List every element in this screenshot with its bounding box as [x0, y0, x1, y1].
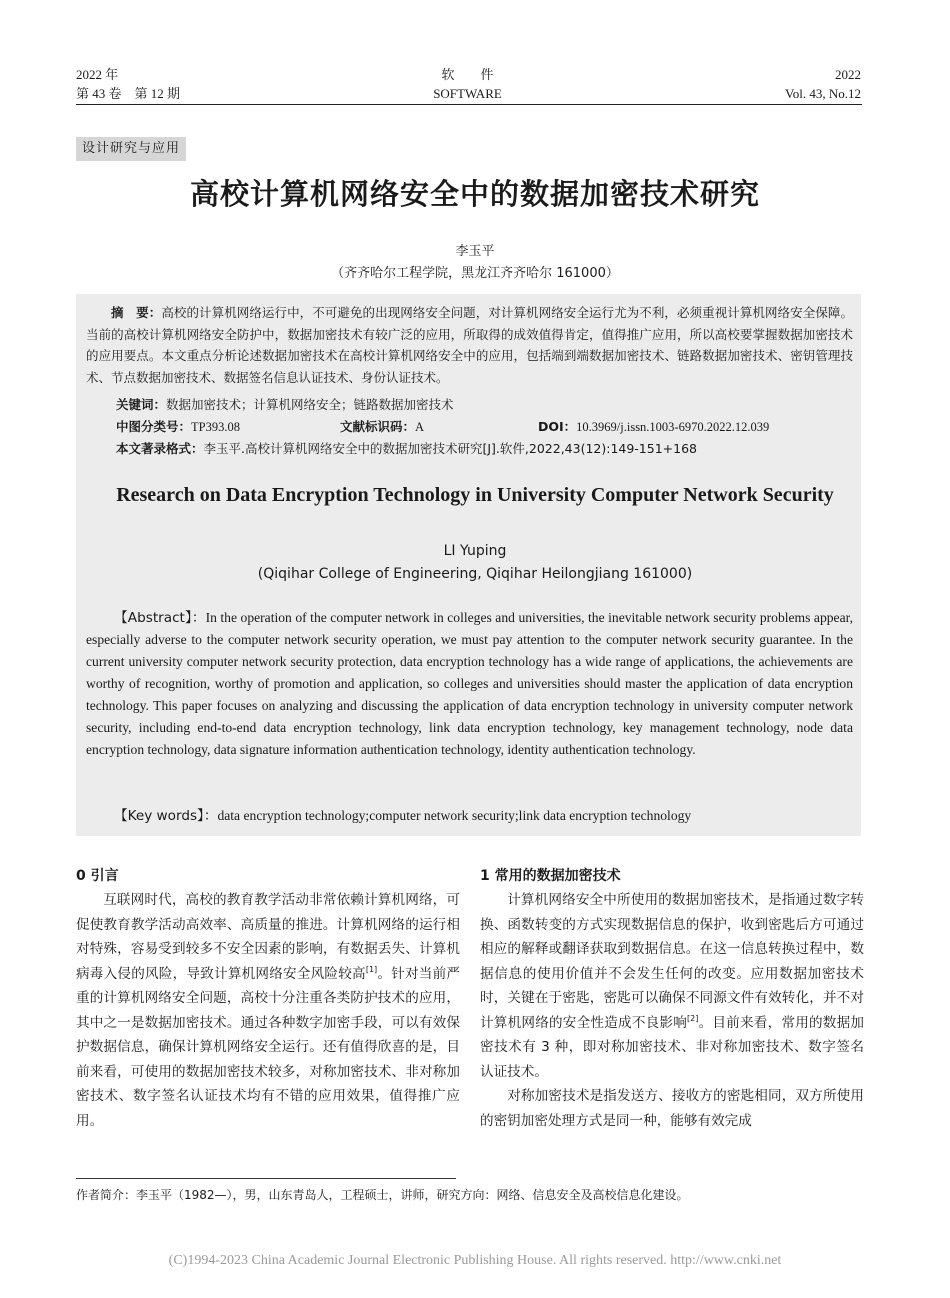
header-year: 2022 年	[76, 67, 119, 82]
doi-value: 10.3969/j.issn.1003-6970.2022.12.039	[576, 420, 770, 434]
affiliation-cn: （齐齐哈尔工程学院，黑龙江齐齐哈尔 161000）	[331, 266, 619, 281]
header-issue: 第 43 卷 第 12 期	[76, 86, 181, 101]
keywords-cn-label: 关键词：	[116, 397, 167, 412]
section-0-text-a: 互联网时代，高校的教育教学活动非常依赖计算机网络，可促使教育教学活动高效率、高质量的推进。计算机网络的运行相对特殊，容易受到较多不安全因素的影响，有数据丢失、计算机病毒入侵的风险，导致计算机网络安全风险较高	[76, 892, 460, 982]
clc-number	[116, 418, 240, 436]
section-1-heading: 1 常用的数据加密技术	[480, 868, 621, 884]
document-code-value: A	[415, 420, 425, 434]
abstract-cn-label: 摘 要：	[111, 305, 162, 320]
abstract-en-text: In the operation of the computer network in colleges and universities, the inevitable network security problems appear, especially adverse to the computer network security operation, we must pay attention to the computer network security guarantee. In the current university computer network security protection, data encryption technology has a wide range of applications, the achievements are worthy of recognition, worthy of promotion and application, so colleges and universities should master the application of data encryption technology. This paper focuses on analyzing and discussing the application of data encryption technology in university computer network security, including end-to-end data encryption technology, link data encryption technology, key management technology, node data encryption technology, data signature information authentication technology, identity authentication technology.	[86, 610, 853, 757]
abstract-cn-text: 高校的计算机网络运行中，不可避免的出现网络安全问题，对计算机网络安全运行尤为不利，必须重视计算机网络安全保障。当前的高校计算机网络安全防护中，数据加密技术有较广泛的应用，所取得的成效值得肯定，值得推广应用，所以高校要掌握数据加密技术的应用要点。本文重点分析论述数据加密技术在高校计算机网络安全中的应用，包括端到端数据加密技术、链路数据加密技术、密钥管理技术、节点数据加密技术、数据签名信息认证技术、身份认证技术。	[86, 305, 853, 385]
author-cn: 李玉平	[455, 244, 495, 259]
section-1-body	[480, 888, 864, 1133]
citation-format	[116, 440, 697, 458]
section-1-paragraph-1	[480, 888, 864, 1084]
section-0-paragraph	[76, 888, 460, 1133]
copyright-watermark: (C)1994-2023 China Academic Journal Electronic Publishing House. All rights reserved. http://www.cnki.net	[168, 1253, 782, 1268]
footnote-divider	[76, 1178, 456, 1179]
header-journal-cn: 软 件	[441, 67, 494, 82]
clc-value: TP393.08	[191, 420, 240, 434]
abstract-cn	[86, 302, 853, 388]
keywords-en	[86, 805, 853, 827]
doi	[538, 418, 769, 436]
header-divider	[76, 104, 862, 105]
document-code	[340, 418, 424, 436]
citation-label: 本文著录格式：	[116, 441, 204, 456]
keywords-en-label: 【Key words】：	[114, 808, 218, 824]
section-0-heading: 0 引言	[76, 868, 119, 884]
citation-text: 李玉平.高校计算机网络安全中的数据加密技术研究[J].软件,2022,43(12):149-151+168	[203, 441, 697, 456]
keywords-cn	[116, 396, 454, 414]
header-journal-en: SOFTWARE	[433, 86, 502, 101]
citation-ref-1: [1]	[365, 964, 378, 974]
affiliation-en: (Qiqihar College of Engineering, Qiqihar Heilongjiang 161000)	[257, 566, 693, 582]
author-footnote: 作者简介：李玉平（1982—），男，山东青岛人，工程硕士，讲师，研究方向：网络、信息安全及高校信息化建设。	[76, 1188, 689, 1202]
header-right-year: 2022	[835, 67, 861, 82]
abstract-en-label: 【Abstract】：	[114, 610, 206, 626]
abstract-en	[86, 607, 853, 761]
paper-title-en: Research on Data Encryption Technology in University Computer Network Security	[116, 484, 834, 506]
section-1-paragraph-2: 对称加密技术是指发送方、接收方的密匙相同，双方所使用的密钥加密处理方式是同一种，能够有效完成	[480, 1088, 864, 1129]
keywords-cn-text: 数据加密技术；计算机网络安全；链路数据加密技术	[166, 397, 454, 412]
citation-ref-2: [2]	[687, 1013, 699, 1023]
keywords-en-text: data encryption technology;computer network security;link data encryption technology	[217, 808, 692, 823]
header-volume: Vol. 43, No.12	[785, 86, 861, 101]
section-0-text-b: 。针对当前严重的计算机网络安全问题，高校十分注重各类防护技术的应用，其中之一是数据加密技术。通过各种数字加密手段，可以有效保护数据信息，确保计算机网络安全运行。还有值得欣喜的是，目前来看，可使用的数据加密技术较多，对称加密技术、非对称加密技术、数字签名认证技术均有不错的应用效果，值得推广应用。	[76, 965, 460, 1129]
section-0-body	[76, 888, 460, 1133]
doi-label: DOI：	[538, 419, 577, 434]
section-1-text-a: 计算机网络安全中所使用的数据加密技术，是指通过数字转换、函数转变的方式实现数据信息的保护，收到密匙后方可通过相应的解释或翻译获取到数据信息。在这一信息转换过程中，数据信息的使用价值并不会发生任何的改变。应用数据加密技术时，关键在于密匙，密匙可以确保不同源文件有效转化，并不对计算机网络的安全性造成不良影响	[480, 892, 864, 1031]
document-code-label: 文献标识码：	[340, 419, 416, 434]
author-en: LI Yuping	[443, 543, 507, 559]
section-tag: 设计研究与应用	[76, 137, 186, 161]
paper-title-cn: 高校计算机网络安全中的数据加密技术研究	[189, 177, 760, 211]
clc-label: 中图分类号：	[116, 419, 192, 434]
section-1-text-b: 。目前来看，常用的数据加密技术有 3 种，即对称加密技术、非对称加密技术、数字签名认证技术。	[480, 1014, 864, 1080]
